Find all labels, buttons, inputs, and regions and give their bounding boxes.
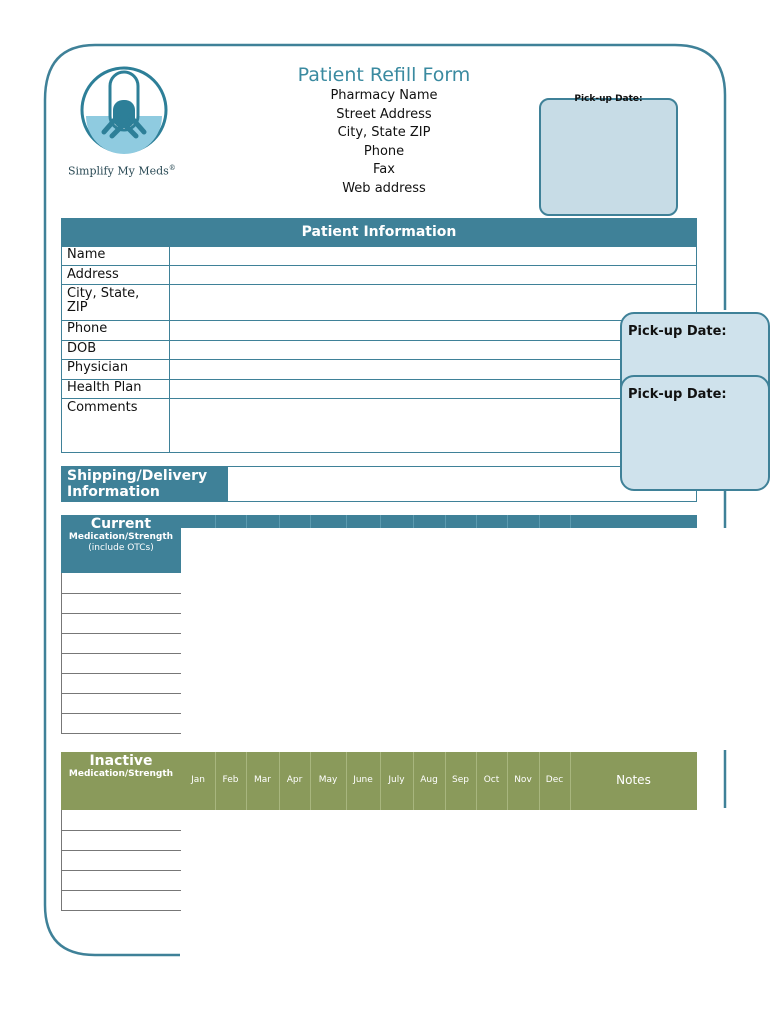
inactive-meds-header [61, 752, 181, 810]
month-aug: Aug [420, 775, 438, 785]
name-field[interactable] [170, 247, 620, 265]
name-label: Name [67, 247, 106, 262]
comments-field[interactable] [170, 399, 620, 452]
month-july: July [388, 775, 405, 785]
month-mar: Mar [254, 775, 271, 785]
patient-info-heading: Patient Information [61, 218, 697, 246]
street-address: Street Address [336, 106, 432, 122]
phone-label: Phone [67, 321, 108, 336]
current-meds-entry-area[interactable] [62, 574, 180, 733]
inactive-meds-title: Inactive [89, 753, 153, 769]
health-plan-label: Health Plan [67, 380, 142, 395]
month-sep: Sep [452, 775, 469, 785]
notes-label: Notes [616, 773, 651, 787]
month-oct: Oct [483, 775, 500, 785]
month-apr: Apr [286, 775, 303, 785]
shipping-label: Shipping/Delivery Information [61, 466, 228, 502]
current-meds-note: (include OTCs) [88, 543, 154, 553]
pickup-date-box[interactable] [539, 94, 678, 216]
physician-field[interactable] [170, 360, 620, 379]
month-feb: Feb [222, 775, 239, 785]
physician-label: Physician [67, 360, 129, 375]
city-state-zip-label: City, State, ZIP [67, 286, 140, 315]
city-state-zip-field[interactable] [170, 285, 620, 320]
shipping-field[interactable] [229, 467, 619, 501]
phone-field[interactable] [170, 321, 620, 340]
health-plan-field[interactable] [170, 380, 620, 398]
month-june: June [353, 775, 373, 785]
phone-line: Phone [363, 143, 405, 159]
month-jan: Jan [191, 775, 205, 785]
form-title: Patient Refill Form [297, 64, 471, 86]
side-pickup-date-label-2: Pick-up Date: [628, 387, 727, 402]
comments-label: Comments [67, 400, 138, 415]
address-field[interactable] [170, 266, 620, 284]
current-meds-month-bar [181, 515, 697, 528]
side-pickup-date-box-2[interactable] [620, 375, 770, 491]
current-meds-subtitle: Medication/Strength [68, 532, 174, 542]
city-state-zip: City, State ZIP [337, 125, 431, 140]
brand-logo-text: Simplify My Meds® [68, 164, 176, 178]
dob-label: DOB [67, 341, 97, 356]
side-pickup-date-label-1: Pick-up Date: [628, 324, 727, 339]
inactive-meds-entry-area[interactable] [62, 811, 180, 910]
current-meds-title: Current [90, 516, 152, 532]
pharmacy-name: Pharmacy Name [330, 88, 438, 103]
address-label: Address [67, 267, 119, 282]
month-nov: Nov [514, 775, 532, 785]
current-meds-header [61, 515, 181, 573]
current-med-row-line [61, 733, 181, 734]
inactive-med-row-line [61, 910, 181, 911]
web-address: Web address [342, 180, 426, 196]
fax-line: Fax [373, 162, 395, 177]
pickup-date-label: Pick-up Date: [574, 94, 643, 104]
month-dec: Dec [545, 775, 564, 785]
dob-field[interactable] [170, 341, 620, 359]
pharmacy-info [234, 87, 534, 198]
inactive-meds-subtitle: Medication/Strength [68, 769, 174, 779]
month-may: May [318, 775, 338, 785]
pill-logo-icon [78, 64, 170, 156]
